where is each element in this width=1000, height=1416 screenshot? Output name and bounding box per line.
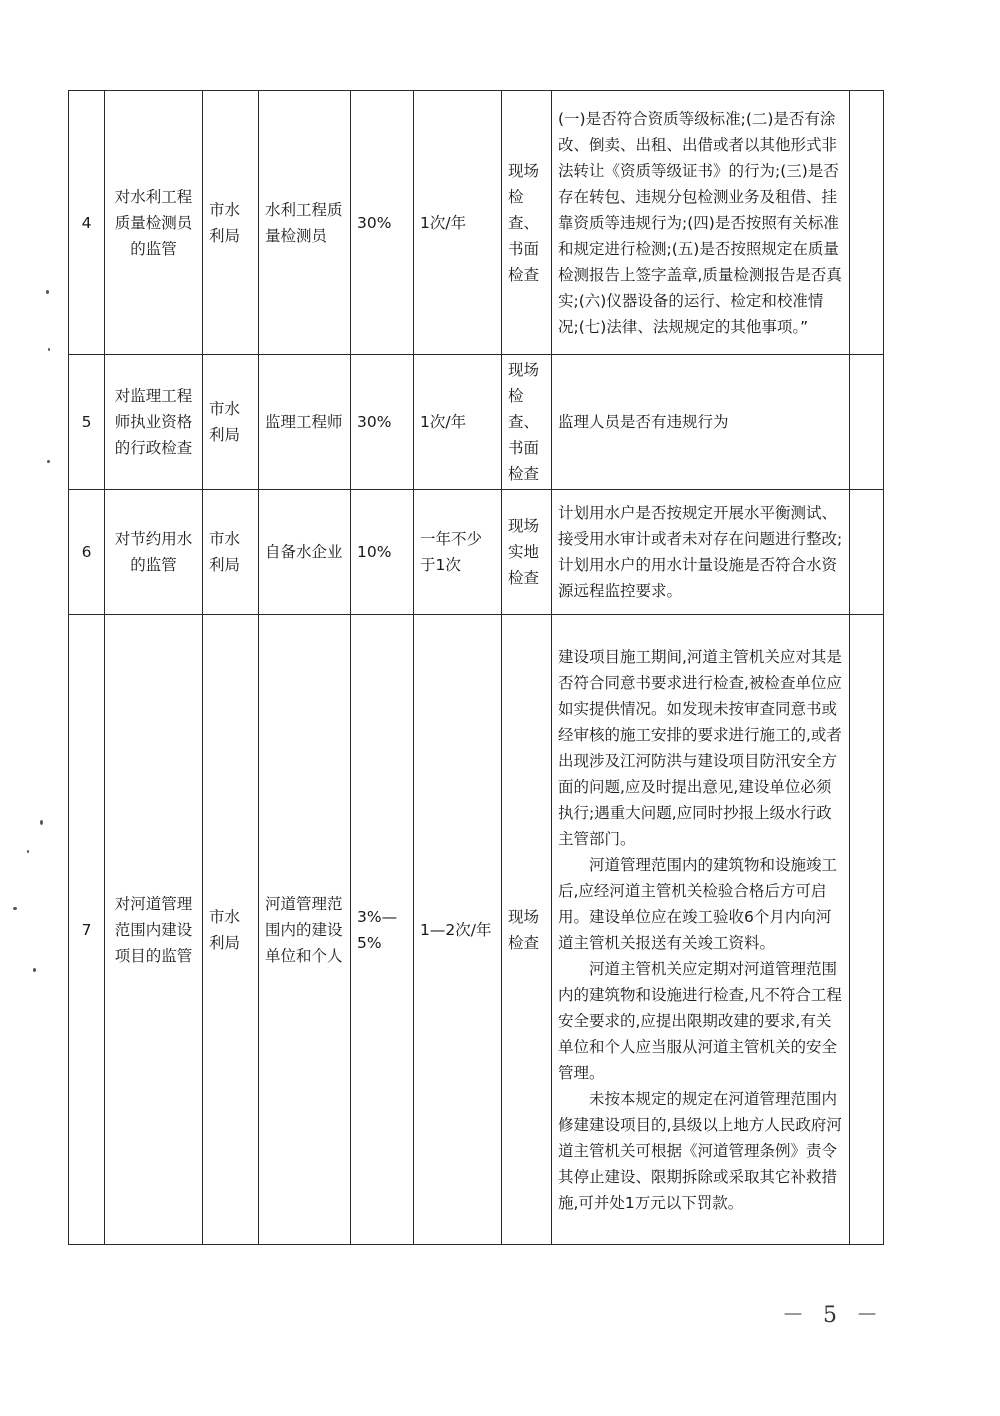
table-row bbox=[69, 355, 884, 490]
content-paragraph: 未按本规定的规定在河道管理范围内修建建设项目的,县级以上地方人民政府河道主管机关可根据《河道管理条例》责令其停止建设、限期拆除或采取其它补救措施,可并处1万元以下罚款。 bbox=[558, 1089, 842, 1212]
department: 市水利局 bbox=[203, 355, 259, 490]
inspection-item: 对监理工程师执业资格的行政检查 bbox=[105, 355, 203, 490]
content-paragraph: 河道主管机关应定期对河道管理范围内的建筑物和设施进行检查,凡不符合工程安全要求的,应提出限期改建的要求,有关单位和个人应当服从河道主管机关的安全管理。 bbox=[558, 959, 842, 1082]
inspection-object: 自备水企业 bbox=[259, 490, 351, 615]
table-row bbox=[69, 615, 884, 1245]
scan-speck bbox=[46, 290, 49, 294]
row-number: 5 bbox=[69, 355, 105, 490]
sampling-rate: 3%—5% bbox=[351, 615, 414, 1245]
inspection-content bbox=[552, 490, 850, 615]
inspection-item: 对河道管理范围内建设项目的监管 bbox=[105, 615, 203, 1245]
department: 市水利局 bbox=[203, 490, 259, 615]
remarks-cell bbox=[850, 490, 884, 615]
frequency: 一年不少于1次 bbox=[414, 490, 502, 615]
inspection-method: 现场实地检查 bbox=[502, 490, 552, 615]
content-paragraph: (一)是否符合资质等级标准;(二)是否有涂改、倒卖、出租、出借或者以其他形式非法转让《资质等级证书》的行为;(三)是否存在转包、违规分包检测业务及租借、挂靠资质等违规行为;(四)是否按照有关标准和规定进行检测;(五)是否按照规定在质量检测报告上签字盖章,质量检测报告是否真实;(六)仪器设备的运行、检定和校准情况;(七)法律、法规规定的其他事项。” bbox=[558, 109, 842, 336]
row-number: 7 bbox=[69, 615, 105, 1245]
scan-speck bbox=[48, 348, 50, 351]
remarks-cell bbox=[850, 91, 884, 355]
sampling-rate: 30% bbox=[351, 91, 414, 355]
frequency: 1次/年 bbox=[414, 355, 502, 490]
content-paragraph: 建设项目施工期间,河道主管机关应对其是否符合同意书要求进行检查,被检查单位应如实提供情况。如发现未按审查同意书或经审核的施工安排的要求进行施工的,或者出现涉及江河防洪与建设项目防汛安全方面的问题,应及时提出意见,建设单位必须执行;遇重大问题,应同时抄报上级水行政主管部门。 bbox=[558, 647, 842, 848]
scan-speck bbox=[40, 820, 43, 825]
department: 市水利局 bbox=[203, 91, 259, 355]
inspection-object: 河道管理范围内的建设单位和个人 bbox=[259, 615, 351, 1245]
sampling-rate: 10% bbox=[351, 490, 414, 615]
content-paragraph: 监理人员是否有违规行为 bbox=[558, 413, 729, 431]
inspection-content bbox=[552, 91, 850, 355]
remarks-cell bbox=[850, 615, 884, 1245]
department: 市水利局 bbox=[203, 615, 259, 1245]
scan-speck bbox=[47, 460, 50, 463]
table-row bbox=[69, 490, 884, 615]
frequency: 1—2次/年 bbox=[414, 615, 502, 1245]
inspection-method: 现场检查、书面检查 bbox=[502, 355, 552, 490]
inspection-object: 水利工程质量检测员 bbox=[259, 91, 351, 355]
table-row bbox=[69, 91, 884, 355]
row-number: 4 bbox=[69, 91, 105, 355]
remarks-cell bbox=[850, 355, 884, 490]
content-paragraph: 计划用水户是否按规定开展水平衡测试、接受用水审计或者未对存在问题进行整改;计划用水户的用水计量设施是否符合水资源远程监控要求。 bbox=[558, 504, 843, 600]
inspection-item: 对水利工程质量检测员的监管 bbox=[105, 91, 203, 355]
content-paragraph: 河道管理范围内的建筑物和设施竣工后,应经河道主管机关检验合格后方可启用。建设单位应在竣工验收6个月内向河道主管机关报送有关竣工资料。 bbox=[558, 855, 838, 952]
inspection-item: 对节约用水的监管 bbox=[105, 490, 203, 615]
inspection-method: 现场检查 bbox=[502, 615, 552, 1245]
page-number: － 5 － bbox=[782, 1303, 884, 1328]
scan-speck bbox=[33, 968, 36, 972]
scan-speck bbox=[27, 850, 29, 853]
inspection-table bbox=[68, 90, 884, 1245]
inspection-content bbox=[552, 615, 850, 1245]
inspection-content bbox=[552, 355, 850, 490]
scan-speck bbox=[13, 907, 17, 910]
inspection-object: 监理工程师 bbox=[259, 355, 351, 490]
row-number: 6 bbox=[69, 490, 105, 615]
sampling-rate: 30% bbox=[351, 355, 414, 490]
frequency: 1次/年 bbox=[414, 91, 502, 355]
inspection-method: 现场检查、书面检查 bbox=[502, 91, 552, 355]
